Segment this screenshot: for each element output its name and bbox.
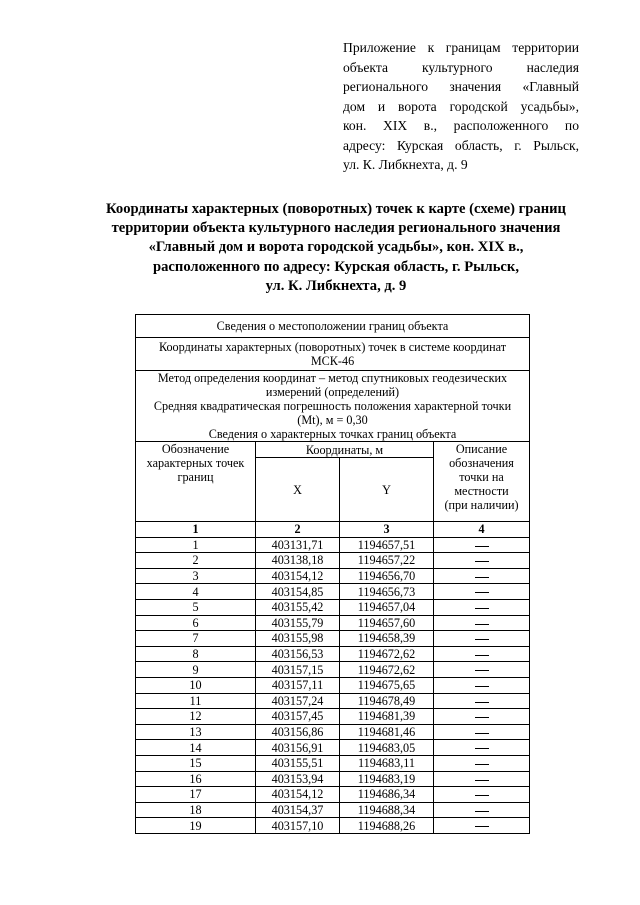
column-number-row	[136, 522, 530, 538]
x-cell: 403131,71	[256, 537, 340, 553]
x-cell: 403154,37	[256, 802, 340, 818]
table-row	[136, 693, 530, 709]
table-row	[136, 631, 530, 647]
method-line: измерений (определений)	[265, 385, 400, 399]
table-row	[136, 724, 530, 740]
point-id-cell: 2	[136, 553, 256, 569]
point-id-cell: 3	[136, 568, 256, 584]
x-cell: 403154,85	[256, 584, 340, 600]
dash-mark	[475, 546, 489, 547]
annex-line: кон. XIX в., расположенного по	[343, 118, 579, 133]
point-id-cell: 6	[136, 615, 256, 631]
dash-mark	[475, 670, 489, 671]
column-number: 1	[136, 522, 256, 538]
title-line: Координаты характерных (поворотных) точек к карте (схеме) границ	[106, 201, 566, 217]
annex-line: ул. К. Либкнехта, д. 9	[343, 157, 468, 172]
description-cell	[434, 787, 530, 803]
x-cell: 403157,45	[256, 709, 340, 725]
point-id-cell: 18	[136, 802, 256, 818]
dash-mark	[475, 561, 489, 562]
y-cell: 1194686,34	[340, 787, 434, 803]
dash-mark	[475, 764, 489, 765]
x-cell: 403155,98	[256, 631, 340, 647]
y-cell: 1194675,65	[340, 677, 434, 693]
point-id-cell: 14	[136, 740, 256, 756]
title-line: «Главный дом и ворота городской усадьбы», кон. XIX в.,	[148, 239, 524, 256]
table-row	[136, 553, 530, 569]
y-cell: 1194683,19	[340, 771, 434, 787]
table-row	[136, 646, 530, 662]
x-header: X	[256, 458, 340, 522]
table-row	[136, 615, 530, 631]
y-header: Y	[340, 458, 434, 522]
coordinates-table	[135, 314, 530, 834]
y-cell: 1194657,51	[340, 537, 434, 553]
dash-mark	[475, 733, 489, 734]
x-cell: 403156,86	[256, 724, 340, 740]
x-cell: 403155,79	[256, 615, 340, 631]
dash-mark	[475, 811, 489, 812]
point-id-cell: 13	[136, 724, 256, 740]
dash-mark	[475, 608, 489, 609]
location-header-cell: Сведения о местоположении границ объекта	[136, 315, 530, 338]
table-row	[136, 677, 530, 693]
y-cell: 1194672,62	[340, 662, 434, 678]
point-id-cell: 12	[136, 709, 256, 725]
column-number: 2	[256, 522, 340, 538]
table-row	[136, 787, 530, 803]
coords-header: Координаты, м	[256, 442, 434, 458]
y-cell: 1194683,05	[340, 740, 434, 756]
location-header-row	[136, 315, 530, 338]
annex-note	[343, 38, 579, 175]
table-row	[136, 568, 530, 584]
point-id-cell: 8	[136, 646, 256, 662]
table-row	[136, 599, 530, 615]
y-cell: 1194683,11	[340, 755, 434, 771]
table-row	[136, 771, 530, 787]
x-cell: 403157,24	[256, 693, 340, 709]
dash-mark	[475, 702, 489, 703]
method-cell	[136, 371, 530, 442]
table-body	[136, 537, 530, 833]
description-cell	[434, 771, 530, 787]
title-line: расположенного по адресу: Курская область, г. Рыльск,	[153, 258, 519, 275]
y-cell: 1194678,49	[340, 693, 434, 709]
annex-line: адресу: Курская область, г. Рыльск,	[343, 137, 579, 153]
description-cell	[434, 818, 530, 834]
x-cell: 403155,51	[256, 755, 340, 771]
x-cell: 403156,53	[256, 646, 340, 662]
coord-system-line: МСК-46	[310, 354, 355, 368]
column-header-row	[136, 442, 530, 458]
table-row	[136, 584, 530, 600]
y-cell: 1194688,26	[340, 818, 434, 834]
dash-mark	[475, 592, 489, 593]
y-cell: 1194656,73	[340, 584, 434, 600]
table-row	[136, 662, 530, 678]
dash-mark	[475, 577, 489, 578]
point-id-cell: 16	[136, 771, 256, 787]
point-id-cell: 4	[136, 584, 256, 600]
description-cell	[434, 802, 530, 818]
dash-mark	[475, 748, 489, 749]
x-cell: 403157,11	[256, 677, 340, 693]
dash-mark	[475, 655, 489, 656]
description-cell	[434, 693, 530, 709]
point-id-cell: 7	[136, 631, 256, 647]
point-id-cell: 11	[136, 693, 256, 709]
point-id-cell: 5	[136, 599, 256, 615]
y-cell: 1194656,70	[340, 568, 434, 584]
method-line: Метод определения координат – метод спутниковых геодезических	[157, 371, 508, 385]
table-row	[136, 537, 530, 553]
point-id-cell: 17	[136, 787, 256, 803]
y-cell: 1194657,04	[340, 599, 434, 615]
x-cell: 403154,12	[256, 787, 340, 803]
dash-mark	[475, 686, 489, 687]
description-cell	[434, 755, 530, 771]
dash-mark	[475, 795, 489, 796]
description-cell	[434, 646, 530, 662]
method-line: Сведения о характерных точках границ объекта	[208, 427, 457, 441]
y-cell: 1194657,22	[340, 553, 434, 569]
table-row	[136, 709, 530, 725]
y-cell: 1194681,46	[340, 724, 434, 740]
description-cell	[434, 553, 530, 569]
point-id-cell: 19	[136, 818, 256, 834]
annex-line: объекта культурного наследия	[343, 59, 579, 75]
x-cell: 403156,91	[256, 740, 340, 756]
description-cell	[434, 677, 530, 693]
description-cell	[434, 724, 530, 740]
annex-line: Приложение к границам территории	[343, 40, 579, 55]
column-number: 4	[434, 522, 530, 538]
title-line: ул. К. Либкнехта, д. 9	[265, 277, 407, 294]
description-header: Описание обозначения точки на местности (при наличии)	[434, 442, 530, 522]
x-cell: 403157,15	[256, 662, 340, 678]
method-line: Средняя квадратическая погрешность положения характерной точки	[153, 399, 512, 413]
point-id-cell: 1	[136, 537, 256, 553]
table-row	[136, 802, 530, 818]
method-row	[136, 371, 530, 442]
method-line: (Mt), м = 0,30	[297, 413, 368, 427]
column-number: 3	[340, 522, 434, 538]
y-cell: 1194658,39	[340, 631, 434, 647]
description-cell	[434, 662, 530, 678]
coord-system-line: Координаты характерных (поворотных) точек в системе координат	[158, 340, 507, 354]
dash-mark	[475, 826, 489, 827]
y-cell: 1194688,34	[340, 802, 434, 818]
y-cell: 1194681,39	[340, 709, 434, 725]
designation-header: Обозначение характерных точек границ	[136, 442, 256, 522]
annex-line: дом и ворота городской усадьбы»,	[343, 98, 579, 114]
y-cell: 1194672,62	[340, 646, 434, 662]
x-cell: 403153,94	[256, 771, 340, 787]
coord-system-cell	[136, 338, 530, 371]
description-cell	[434, 599, 530, 615]
x-cell: 403155,42	[256, 599, 340, 615]
document-title	[80, 200, 592, 296]
description-cell	[434, 709, 530, 725]
point-id-cell: 9	[136, 662, 256, 678]
dash-mark	[475, 780, 489, 781]
x-cell: 403157,10	[256, 818, 340, 834]
coord-system-row	[136, 338, 530, 371]
x-cell: 403138,18	[256, 553, 340, 569]
x-cell: 403154,12	[256, 568, 340, 584]
table-row	[136, 755, 530, 771]
title-line: территории объекта культурного наследия регионального значения	[111, 220, 561, 237]
description-cell	[434, 615, 530, 631]
description-cell	[434, 740, 530, 756]
dash-mark	[475, 639, 489, 640]
dash-mark	[475, 624, 489, 625]
description-cell	[434, 584, 530, 600]
point-id-cell: 10	[136, 677, 256, 693]
description-cell	[434, 568, 530, 584]
point-id-cell: 15	[136, 755, 256, 771]
table-row	[136, 740, 530, 756]
description-cell	[434, 537, 530, 553]
y-cell: 1194657,60	[340, 615, 434, 631]
description-cell	[434, 631, 530, 647]
annex-line: регионального значения «Главный	[343, 79, 579, 94]
table-row	[136, 818, 530, 834]
dash-mark	[475, 717, 489, 718]
